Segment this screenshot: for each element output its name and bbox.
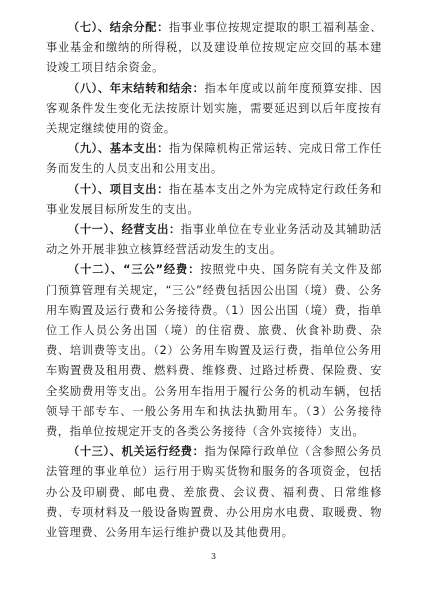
paragraph-text: 指为保障机构正常运转、完成日常工作任务而发生的人员支出和公用支出。 — [46, 142, 382, 176]
paragraph-text: 指为保障行政单位（含参照公务员法管理的事业单位）运行用于购买货物和服务的各项资金，包括办公及印刷费、邮电费、差旅费、会议费、福利费、日常维修费、专项材料及一般设备购置费、办公用房水电费、取暖费、物业管理费、公务用车运行维护费以及其他费用。 — [46, 445, 382, 540]
paragraph-basic-expenditure — [46, 139, 382, 179]
paragraph-heading: （八）、年末结转和结余： — [68, 81, 205, 95]
paragraph-text: 指本年度或以前年度预算安排、因客观条件发生变化无法按原计划实施，需要延迟到以后年度按有关规定继续使用的资金。 — [46, 81, 382, 136]
paragraph-heading: （十）、项目支出： — [68, 182, 169, 196]
paragraph-text: 指事业单位在专业业务活动及其辅助活动之外开展非独立核算经营活动发生的支出。 — [46, 223, 383, 257]
paragraph-heading: （十一）、经营支出： — [68, 223, 181, 237]
document-body — [46, 18, 382, 543]
paragraph-agency-operating-funds — [46, 442, 382, 543]
paragraph-project-expenditure — [46, 180, 382, 220]
paragraph-text: 按照党中央、国务院有关文件及部门预算管理有关规定，“三公”经费包括因公出国（境）费、公务用车购置及运行费和公务接待费。（1）因公出国（境）费，指单位工作人员公务出国（境）的住宿费、旅费、伙食补助费、杂费、培训费等支出。（2）公务用车购置及运行费，指单位公务用车购置费及租用费、燃料费、维修费、过路过桥费、保险费、安全奖励费用等支出。公务用车指用于履行公务的机动车辆，包括领导干部专车、一般公务用车和执法执勤用车。（3）公务接待费，指单位按规定开支的各类公务接待（含外宾接待）支出。 — [46, 263, 382, 439]
paragraph-operating-expenditure — [46, 220, 382, 260]
paragraph-heading: （十二）、“三公”经费： — [68, 263, 201, 277]
paragraph-heading: （七）、结余分配： — [68, 21, 169, 34]
paragraph-surplus-distribution — [46, 18, 382, 79]
paragraph-heading: （九）、基本支出： — [68, 142, 169, 156]
paragraph-text: 指在基本支出之外为完成特定行政任务和事业发展目标所发生的支出。 — [46, 182, 382, 216]
page-number: 3 — [210, 552, 217, 561]
paragraph-heading: （十三）、机关运行经费： — [68, 445, 205, 459]
paragraph-year-end-carryover — [46, 79, 382, 140]
paragraph-text: 指事业事位按规定提取的职工福利基金、事业基金和缴纳的所得税，以及建设单位按规定应交回的基本建设竣工项目结余资金。 — [46, 21, 382, 75]
paragraph-three-public-expenses — [46, 260, 382, 442]
